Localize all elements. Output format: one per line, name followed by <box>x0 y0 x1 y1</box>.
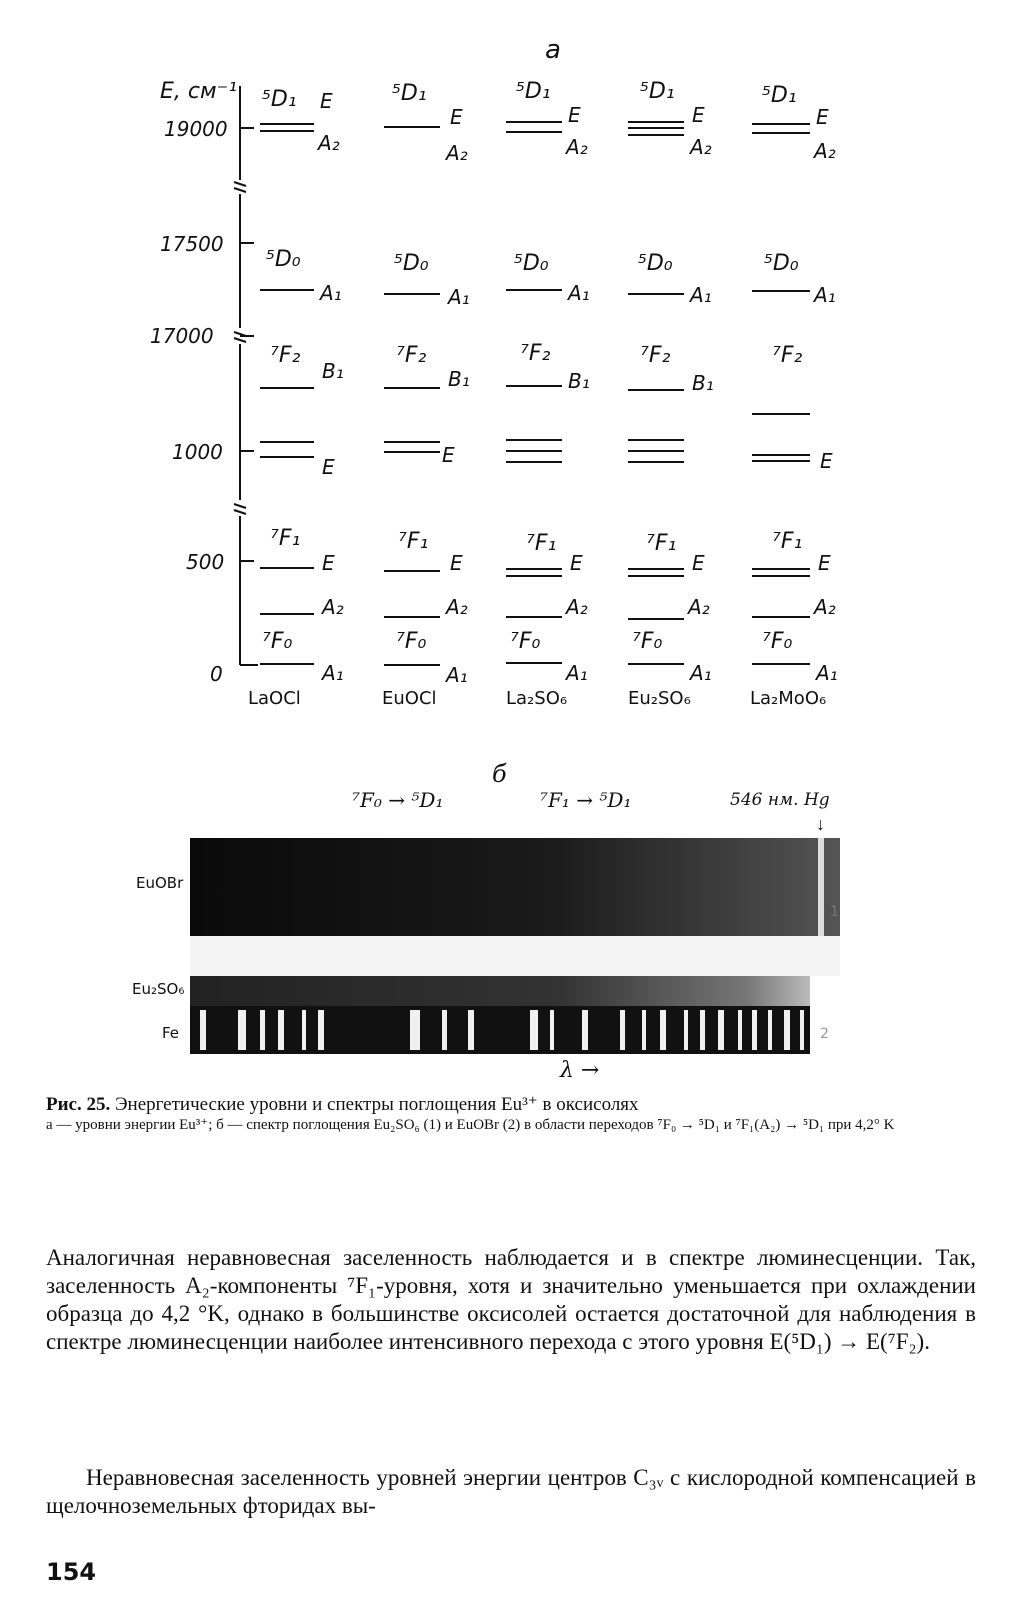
component-label: A₁ <box>814 283 836 307</box>
component-label: E <box>820 449 833 473</box>
term-label: ⁵D₀ <box>764 251 799 276</box>
term-label: ⁷F₂ <box>270 343 301 368</box>
term-label: ⁵D₀ <box>514 251 549 276</box>
term-label: ⁷F₂ <box>520 341 551 366</box>
component-label: E <box>322 551 335 575</box>
levels-la2moo6 <box>750 83 838 709</box>
eu2so6-band <box>190 976 810 1006</box>
term-label: ⁵D₀ <box>638 251 673 276</box>
component-label: A₁ <box>322 661 344 685</box>
component-label: E <box>450 105 463 129</box>
caption-description: а — уровни энергии Eu³⁺; б — спектр поглощения Eu₂SO₆ (1) и EuOBr (2) в области переходов ⁷F₀ → ⁵D₁ и ⁷F₁(A₂) → ⁵D₁ при 4,2° K <box>46 1117 895 1133</box>
panel-label-b: б <box>492 760 507 788</box>
component-label: E <box>442 443 455 467</box>
component-label: A₂ <box>446 141 468 165</box>
term-label: ⁵D₀ <box>266 247 301 272</box>
component-label: B₁ <box>322 359 344 383</box>
component-label: A₂ <box>690 135 712 159</box>
term-label: ⁵D₁ <box>262 87 297 112</box>
component-label: A₂ <box>566 135 588 159</box>
term-label: ⁷F₂ <box>396 343 427 368</box>
track-number: 2 <box>820 1026 829 1042</box>
component-label: B₁ <box>692 371 714 395</box>
component-label: A₂ <box>318 131 340 155</box>
component-label: A₂ <box>814 595 836 619</box>
component-label: E <box>692 551 705 575</box>
levels-laocl <box>248 87 344 709</box>
term-label: ⁷F₀ <box>396 629 427 654</box>
term-label: ⁷F₁ <box>526 531 557 556</box>
term-label: ⁷F₀ <box>632 629 663 654</box>
page-number: 154 <box>46 1558 97 1586</box>
caption-figure-number: Рис. 25. <box>46 1094 111 1115</box>
component-label: A₂ <box>446 595 468 619</box>
hg-arrow-icon: ↓ <box>816 814 825 834</box>
compound-label: La₂MoO₆ <box>750 688 827 709</box>
component-label: A₂ <box>814 139 836 163</box>
component-label: A₁ <box>690 283 712 307</box>
absorption-spectrum-photo <box>190 838 850 1060</box>
caption-title-text: Энергетические уровни и спектры поглощения Eu³⁺ в оксисолях <box>110 1094 639 1115</box>
component-label: A₁ <box>566 661 588 685</box>
sample-label: Fe <box>162 1024 180 1042</box>
component-label: E <box>816 105 829 129</box>
component-label: E <box>818 551 831 575</box>
sample-label: Eu₂SO₆ <box>132 980 185 998</box>
transition-label: ⁷F₀ → ⁵D₁ <box>352 788 444 812</box>
term-label: ⁵D₁ <box>516 79 551 104</box>
levels-eu2so6 <box>628 79 714 709</box>
term-label: ⁷F₂ <box>772 343 803 368</box>
tick-label: 500 <box>186 550 225 574</box>
tick-label: 1000 <box>172 440 223 464</box>
component-label: B₁ <box>448 367 470 391</box>
term-label: ⁷F₀ <box>262 629 293 654</box>
component-label: A₁ <box>690 661 712 685</box>
component-label: E <box>322 455 335 479</box>
term-label: ⁷F₁ <box>398 529 429 554</box>
component-label: A₁ <box>568 281 590 305</box>
component-label: A₂ <box>322 595 344 619</box>
term-label: ⁵D₁ <box>762 83 797 108</box>
term-label: ⁵D₁ <box>640 79 675 104</box>
paragraph: Аналогичная неравновесная заселенность наблюдается и в спектре люминесценции. Так, заселенность A₂-компоненты ⁷F₁-уровня, хотя и значительно уменьшается при охлаждении образца до 4,2 °K, однако в большинстве оксисолей остается достаточной для наблюдения в спектре люминесценции наиболее интенсивного перехода с этого уровня E(⁵D₁) → E(⁷F₂). <box>46 1245 976 1354</box>
component-label: E <box>320 89 333 113</box>
component-label: B₁ <box>568 369 590 393</box>
term-label: ⁷F₂ <box>640 343 671 368</box>
wavelength-arrow: λ → <box>560 1058 600 1083</box>
energy-level-diagram <box>0 0 1027 760</box>
component-label: A₁ <box>446 663 468 687</box>
component-label: E <box>570 551 583 575</box>
sample-label: EuOBr <box>136 874 184 892</box>
axis-label: E, см⁻¹ <box>160 79 238 104</box>
track-number: 1 <box>830 904 839 920</box>
compound-label: EuOCl <box>382 688 437 709</box>
caption-title <box>46 1094 986 1115</box>
component-label: A₁ <box>320 281 342 305</box>
component-label: E <box>450 551 463 575</box>
component-label: A₂ <box>566 595 588 619</box>
tick-label: 19000 <box>164 117 228 141</box>
tick-label: 17500 <box>160 232 224 256</box>
term-label: ⁷F₁ <box>772 529 803 554</box>
component-label: A₁ <box>448 285 470 309</box>
component-label: E <box>692 103 705 127</box>
figure-caption <box>46 1094 986 1135</box>
term-label: ⁷F₁ <box>646 531 677 556</box>
term-label: ⁵D₁ <box>392 81 427 106</box>
energy-axis <box>234 86 258 665</box>
term-label: ⁷F₁ <box>270 526 301 551</box>
panel-label-a: a <box>545 35 561 65</box>
tick-label: 0 <box>210 662 223 686</box>
term-label: ⁷F₀ <box>762 629 793 654</box>
levels-euocl <box>382 81 470 709</box>
paragraph: Неравновесная заселенность уровней энергии центров C₃ᵥ с кислородной компенсацией в щелочноземельных фторидах вы- <box>46 1465 976 1518</box>
transition-label: ⁷F₁ → ⁵D₁ <box>540 788 632 812</box>
component-label: A₁ <box>816 661 838 685</box>
compound-label: La₂SO₆ <box>506 688 568 709</box>
compound-label: Eu₂SO₆ <box>628 688 691 709</box>
hg-line <box>818 838 824 936</box>
hg-reference-label: 546 нм. Hg <box>730 790 830 810</box>
term-label: ⁷F₀ <box>510 629 541 654</box>
euobr-band <box>190 838 840 936</box>
component-label: A₂ <box>688 595 710 619</box>
tick-label: 17000 <box>150 324 214 348</box>
component-label: E <box>568 103 581 127</box>
term-label: ⁵D₀ <box>394 251 429 276</box>
levels-la2so6 <box>506 79 590 709</box>
compound-label: LaOCl <box>248 688 301 709</box>
